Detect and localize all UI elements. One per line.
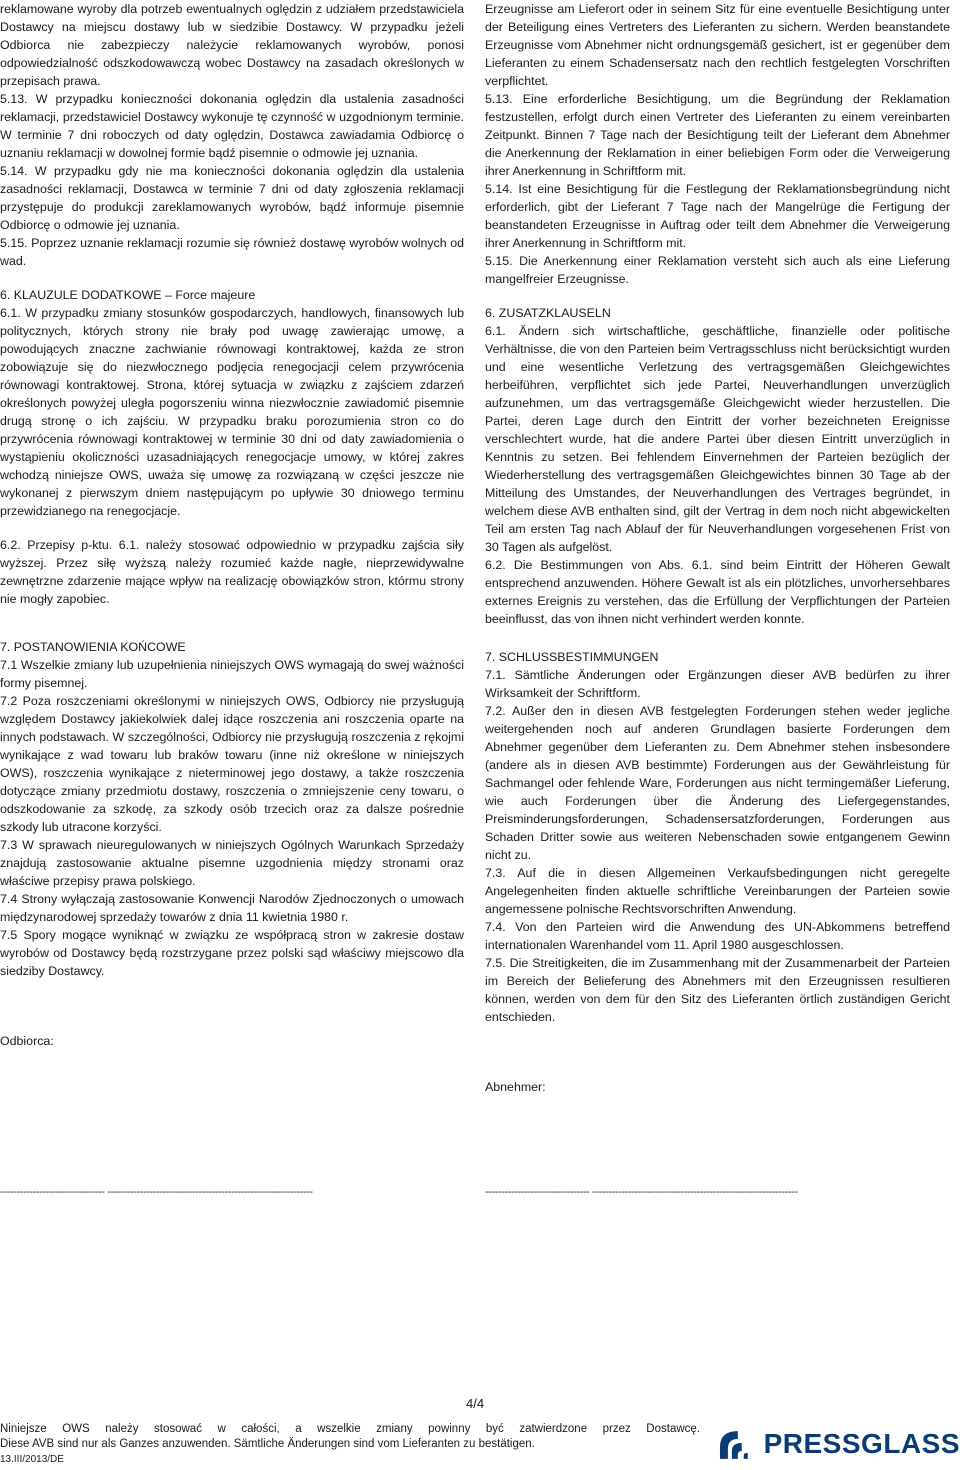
- pl-section-6-heading: 6. KLAUZULE DODATKOWE – Force majeure: [0, 288, 256, 302]
- pl-signature-line: -------------------------------- ---------------------------------------------------------------: [0, 1186, 313, 1198]
- german-column: [485, 0, 950, 1096]
- pressglass-emblem-icon: [716, 1425, 762, 1463]
- de-clause-7-2: 7.2. Außer den in diesen AVB festgelegten Forderungen stehen weder jegliche weitergehenden noch auf anderen Grundlagen basierte Forderungen dem Abnehmer gegenüber dem Lieferanten zu. Dem Abnehmer stehen insbesondere (andere als in diesen AVB bestimmte) Forderungen aus der Gewährleistung für Sachmangel oder fehlende Ware, Forderungen aus nicht termingemäßer Lieferung, wie auch Forderungen über die Änderung des Liefergegenstandes, Preisminderungsforderungen, Schadensersatzforderungen, Forderungen aus Schaden Dritter sowie aus weiteren Nebenschaden sowie entgangenem Gewinn nicht zu.: [485, 704, 950, 862]
- de-clause-6-1: 6.1. Ändern sich wirtschaftliche, geschäftliche, finanzielle oder politische Verhältnisse, die von den Parteien beim Vertragsschluss nicht berücksichtigt wurden und eine wesentliche Verletzung des vertragsgemäßen Gleichgewichtes herbeiführen, verpflichtet sich jede Partei, Neuverhandlungen unverzüglich aufzunehmen, um das vertragsgemäße Gleichgewicht wieder herzustellen. Die Partei, deren Lage durch den Eintritt der vorher bezeichneten Ereignisse verschlechtert wurde, hat die andere Partei über diesen Eintritt unverzüglich in Kenntnis zu setzen. Bei fehlendem Einvernehmen der Parteien bezüglich der Wiederherstellung des vertragsgemäßen Gleichgewichtes binnen 30 Tage ab der Mitteilung des Umstandes, der Neuverhandlungen des Vertrages begründet, in welchem diese AVB enthalten sind, gilt der Vertrag in dem noch nicht abgewickelten Teil am ersten Tag nach Ablauf der für Neuverhandlungen vorgesehenen Frist von 30 Tagen als aufgelöst.: [485, 324, 950, 554]
- de-clause-7-3: 7.3. Auf die in diesen Allgemeinen Verkaufsbedingungen nicht geregelte Angelegenheiten finden aktuelle schriftliche Vereinbarungen der Parteien sowie angemessene polnische Rechtsvorschriften Anwendung.: [485, 866, 950, 916]
- polish-column: [0, 0, 464, 1050]
- pl-clause-6-2: 6.2. Przepisy p-ktu. 6.1. należy stosować odpowiednio w przypadku zajścia siły wyższej. Przez siłę wyższą należy rozumieć każde nagłe, nieprzewidywalne zewnętrzne zdarzenie mające wpływ na realizację obowiązków stron, którmu strony nie mogły zapobiec.: [0, 538, 464, 606]
- footer-notes: [0, 1422, 700, 1467]
- footer-polish-note: Niniejsze OWS należy stosować w całości, a wszelkie zmiany powinny być zatwierdzone przez Dostawcę.: [0, 1423, 700, 1435]
- pl-clause-5-15: 5.15. Poprzez uznanie reklamacji rozumie się również dostawę wyrobów wolnych od wad.: [0, 236, 464, 268]
- de-clause-7-1: 7.1. Sämtliche Änderungen oder Ergänzungen dieser AVB bedürfen zu ihrer Wirksamkeit der Schriftform.: [485, 668, 950, 700]
- de-section-7-heading: 7. SCHLUSSBESTIMMUNGEN: [485, 650, 659, 664]
- pl-clause-7-1: 7.1 Wszelkie zmiany lub uzupełnienia niniejszych OWS wymagają do swej ważności formy pisemnej.: [0, 658, 464, 690]
- de-signature-label: Abnehmer:: [485, 1080, 546, 1094]
- de-clause-7-4: 7.4. Von den Parteien wird die Anwendung des UN-Abkommens betreffend internationalen Warenhandel vom 11. April 1980 ausgeschlossen.: [485, 920, 950, 952]
- pl-clause-7-4: 7.4 Strony wyłączają zastosowanie Konwencji Narodów Zjednoczonych o umowach międzynarodowej sprzedaży towarów z dnia 11 kwietnia 1980 r.: [0, 892, 464, 924]
- de-clause-7-5: 7.5. Die Streitigkeiten, die im Zusammenhang mit der Zusammenarbeit der Parteien im Bereich der Belieferung des Abnehmers mit den Erzeugnissen resultieren können, werden von dem für den Sitz des Lieferanten örtlich zuständigen Gericht entschieden.: [485, 956, 950, 1024]
- de-clause-5-14: 5.14. Ist eine Besichtigung für die Festlegung der Reklamationsbegründung nicht erforderlich, gibt der Lieferant 7 Tage nach der Mangelrüge die Fertigung der beanstandeten Erzeugnisse in Auftrag oder teilt dem Abnehmer die Verweigerung ihrer Anerkennung in Schriftform mit.: [485, 182, 950, 250]
- pl-clause-7-2: 7.2 Poza roszczeniami określonymi w niniejszych OWS, Odbiorcy nie przysługują względem Dostawcy jakiekolwiek dalej idące roszczenia ani roszczenia oparte na innych podstawach. W szczególności, Odbiorcy nie przysługują roszczenia z rękojmi wynikające z wad towaru lub braków towaru (inne niż określone w niniejszych OWS), roszczenia wynikające z nieterminowej jego dostawy, a także roszczenia dotyczące zmiany przedmiotu dostawy, roszczenia o zmniejszenie ceny towaru, o odszkodowanie za szkodę, za szkody osób trzecich oraz za dalsze pośrednie szkody lub utracone korzyści.: [0, 694, 464, 834]
- pl-signature-label: Odbiorca:: [0, 1034, 54, 1048]
- pl-continuation-paragraph: reklamowane wyroby dla potrzeb ewentualnych oględzin z udziałem przedstawiciela Dostawcy na miejscu dostawy lub w siedzibie Dostawcy. W przypadku jeżeli Odbiorca nie zabezpieczy należycie reklamowanych wyrobów, ponosi odpowiedzialność odszkodowawczą wobec Dostawcy na zasadach określonych w przepisach prawa.: [0, 2, 464, 88]
- pl-clause-5-13: 5.13. W przypadku konieczności dokonania oględzin dla ustalenia zasadności reklamacji, przedstawiciel Dostawcy wykonuje tę czynność w uzgodnionym terminie. W terminie 7 dni roboczych od daty oględzin, Dostawca zawiadamia Odbiorcę o uznaniu reklamacji w dowolnej formie bądź pisemnie o odmowie jej uznania.: [0, 92, 464, 160]
- pl-clause-5-14: 5.14. W przypadku gdy nie ma konieczności dokonania oględzin dla ustalenia zasadności reklamacji, Dostawca w terminie 7 dni od daty zgłoszenia reklamacji przystępuje do produkcji zareklamowanych wyrobów, bądź informuje pisemnie Odbiorcę o odmowie jej uznania.: [0, 164, 464, 232]
- de-signature-line: -------------------------------- ---------------------------------------------------------------: [485, 1186, 798, 1198]
- pl-clause-7-5: 7.5 Spory mogące wyniknąć w związku ze współpracą stron w zakresie dostaw wyrobów od Dostawcy będą rozstrzygane przez polski sąd właściwy miejscowo dla siedziby Dostawcy.: [0, 928, 464, 978]
- pl-section-7-heading: 7. POSTANOWIENIA KOŃCOWE: [0, 640, 186, 654]
- de-clause-5-13: 5.13. Eine erforderliche Besichtigung, um die Begründung der Reklamation festzustellen, erfolgt durch einen Vertreter des Lieferanten zu einem vereinbarten Zeitpunkt. Binnen 7 Tage nach der Besichtigung teilt der Lieferant dem Abnehmer die Anerkennung der Reklamation in einer beliebigen Form oder die Verweigerung ihrer Anerkennung in Schriftform mit.: [485, 92, 950, 178]
- de-section-6-heading: 6. ZUSATZKLAUSELN: [485, 306, 611, 320]
- pressglass-logo: [716, 1424, 960, 1464]
- logo-wordmark: PRESSGLASS: [763, 1428, 960, 1459]
- page-number: 4/4: [466, 1396, 485, 1411]
- de-continuation-paragraph: Erzeugnisse am Lieferort oder in seinem Sitz für eine eventuelle Besichtigung unter der Beteiligung eines Vertreters des Lieferanten zu sichern. Werden beanstandete Erzeugnisse vom Abnehmer nicht ordnungsgemäß gesichert, ist er gegenüber dem Lieferanten zu einem Schadensersatz nach den rechtlich festgelegten Vorschriften verpflichtet.: [485, 2, 950, 88]
- de-clause-6-2: 6.2. Die Bestimmungen von Abs. 6.1. sind beim Eintritt der Höheren Gewalt entsprechend anzuwenden. Höhere Gewalt ist als ein plötzliches, unvorhersehbares externes Ereignis zu verstehen, das die Erfüllung der Verpflichtungen der Parteien beeinflusst, das von ihnen nicht verhindert werden konnte.: [485, 558, 950, 626]
- footer-german-note: Diese AVB sind nur als Ganzes anzuwenden. Sämtliche Änderungen sind vom Lieferanten zu bestätigen.: [0, 1438, 535, 1450]
- pl-clause-7-3: 7.3 W sprawach nieuregulowanych w niniejszych Ogólnych Warunkach Sprzedaży znajdują zastosowanie aktualne pisemne uzgodnienia między stronami oraz właściwe przepisy prawa polskiego.: [0, 838, 464, 888]
- pl-clause-6-1: 6.1. W przypadku zmiany stosunków gospodarczych, handlowych, finansowych lub politycznych, których strony nie brały pod uwagę zawierając umowę, a powodujących znaczne zachwianie równowagi kontraktowej, każda ze stron zobowiązuje się do niezwłocznego podjęcia renegocjacji celem przywrócenia równowagi kontraktowej. Strona, której sytuacja w związku z zajściem zdarzeń określonych powyżej uległa pogorszeniu winna niezwłocznie zawiadomić pisemnie drugą stronę o ich zajściu. W przypadku braku porozumienia stron co do przywrócenia równowagi kontraktowej w terminie 30 dni od daty zawiadomienia o wystąpieniu okoliczności uzasadniających renegocjacje umowy, w której zakres wchodzą niniejsze OWS, uważa się umowę za rozwiązaną w części jeszcze nie wykonanej z pierwszym dniem następującym po upływie 30 dniowego terminu przewidzianego na renegocjacje.: [0, 306, 464, 518]
- de-clause-5-15: 5.15. Die Anerkennung einer Reklamation versteht sich auch als eine Lieferung mangelfreier Erzeugnisse.: [485, 254, 950, 286]
- footer-doc-code: 13.III/2013/DE: [0, 1454, 64, 1465]
